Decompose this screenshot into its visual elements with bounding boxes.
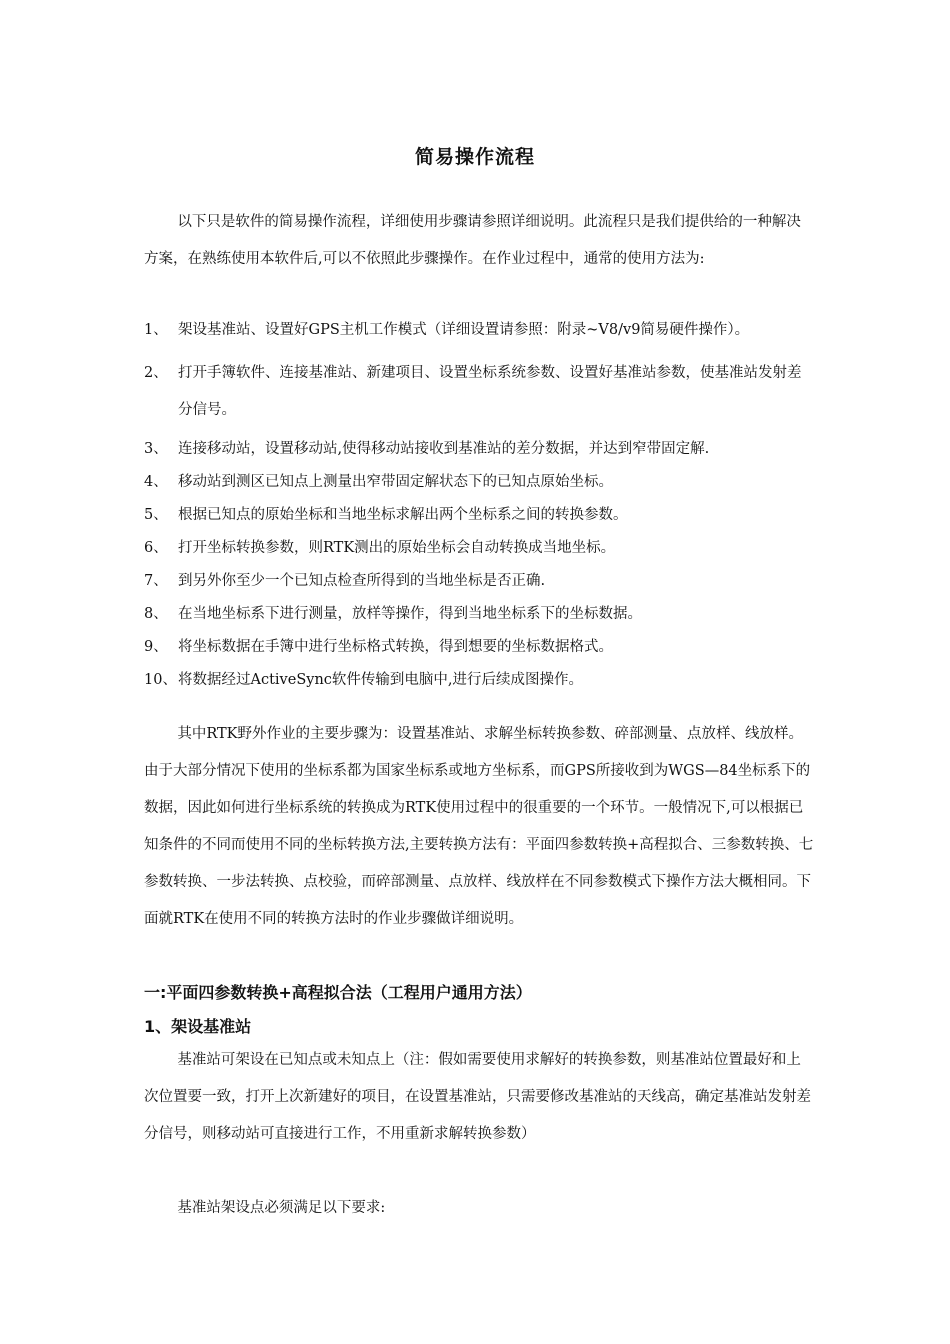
list-item bbox=[144, 433, 814, 466]
step-text: 根据已知点的原始坐标和当地坐标求解出两个坐标系之间的转换参数。 bbox=[178, 507, 628, 523]
requirement-line: 基准站架设点必须满足以下要求: bbox=[177, 1200, 386, 1216]
list-item bbox=[144, 312, 814, 349]
step-text: 将数据经过ActiveSync软件传输到电脑中,进行后续成图操作。 bbox=[178, 672, 584, 688]
subsection-heading: 1、架设基准站 bbox=[144, 1017, 252, 1036]
step-number: 5、 bbox=[144, 507, 168, 523]
step-number: 8、 bbox=[144, 606, 168, 622]
list-item bbox=[144, 499, 814, 532]
step-number: 6、 bbox=[144, 540, 168, 556]
list-item bbox=[144, 598, 814, 631]
step-number: 9、 bbox=[144, 639, 168, 655]
list-item bbox=[144, 466, 814, 499]
list-item bbox=[144, 355, 814, 429]
step-text: 将坐标数据在手簿中进行坐标格式转换，得到想要的坐标数据格式。 bbox=[178, 639, 613, 655]
step-text: 架设基准站、设置好GPS主机工作模式（详细设置请参照：附录~V8/v9简易硬件操作）。 bbox=[178, 322, 750, 338]
step-number: 1、 bbox=[144, 322, 168, 338]
base-station-paragraph: 基准站可架设在已知点或未知点上（注：假如需要使用求解好的转换参数，则基准站位置最好和上次位置要一致，打开上次新建好的项目，在设置基准站，只需要修改基准站的天线高，确定基准站发射差分信号，则移动站可直接进行工作，不用重新求解转换参数） bbox=[144, 1052, 811, 1142]
list-item bbox=[144, 565, 814, 598]
list-item bbox=[144, 532, 814, 565]
step-number: 3、 bbox=[144, 441, 168, 457]
step-text: 打开坐标转换参数，则RTK测出的原始坐标会自动转换成当地坐标。 bbox=[178, 540, 616, 556]
section-heading: 一:平面四参数转换+高程拟合法（工程用户通用方法） bbox=[144, 983, 532, 1002]
step-number: 10、 bbox=[144, 672, 177, 688]
list-item bbox=[144, 664, 814, 697]
intro-paragraph: 以下只是软件的简易操作流程，详细使用步骤请参照详细说明。此流程只是我们提供给的一种解决方案，在熟练使用本软件后,可以不依照此步骤操作。在作业过程中，通常的使用方法为: bbox=[144, 214, 801, 267]
step-text: 打开手簿软件、连接基准站、新建项目、设置坐标系统参数、设置好基准站参数，使基准站发射差分信号。 bbox=[178, 365, 802, 418]
list-item bbox=[144, 631, 814, 664]
step-text: 在当地坐标系下进行测量，放样等操作，得到当地坐标系下的坐标数据。 bbox=[178, 606, 642, 622]
step-text: 移动站到测区已知点上测量出窄带固定解状态下的已知点原始坐标。 bbox=[178, 474, 613, 490]
step-text: 到另外你至少一个已知点检查所得到的当地坐标是否正确. bbox=[178, 573, 546, 589]
document-title: 简易操作流程 bbox=[414, 146, 535, 168]
step-text: 连接移动站，设置移动站,使得移动站接收到基准站的差分数据，并达到窄带固定解. bbox=[178, 441, 710, 457]
step-number: 7、 bbox=[144, 573, 168, 589]
steps-list bbox=[144, 312, 814, 697]
step-number: 2、 bbox=[144, 365, 168, 381]
rtk-steps-paragraph: 其中RTK野外作业的主要步骤为：设置基准站、求解坐标转换参数、碎部测量、点放样、线放样。由于大部分情况下使用的坐标系都为国家坐标系或地方坐标系，而GPS所接收到为WGS—84坐标系下的数据，因此如何进行坐标系统的转换成为RTK使用过程中的很重要的一个环节。一般情况下,可以根据已知条件的不同而使用不同的坐标转换方法,主要转换方法有：平面四参数转换+高程拟合、三参数转换、七参数转换、一步法转换、点校验，而碎部测量、点放样、线放样在不同参数模式下操作方法大概相同。下面就RTK在使用不同的转换方法时的作业步骤做详细说明。 bbox=[144, 726, 814, 927]
step-number: 4、 bbox=[144, 474, 168, 490]
